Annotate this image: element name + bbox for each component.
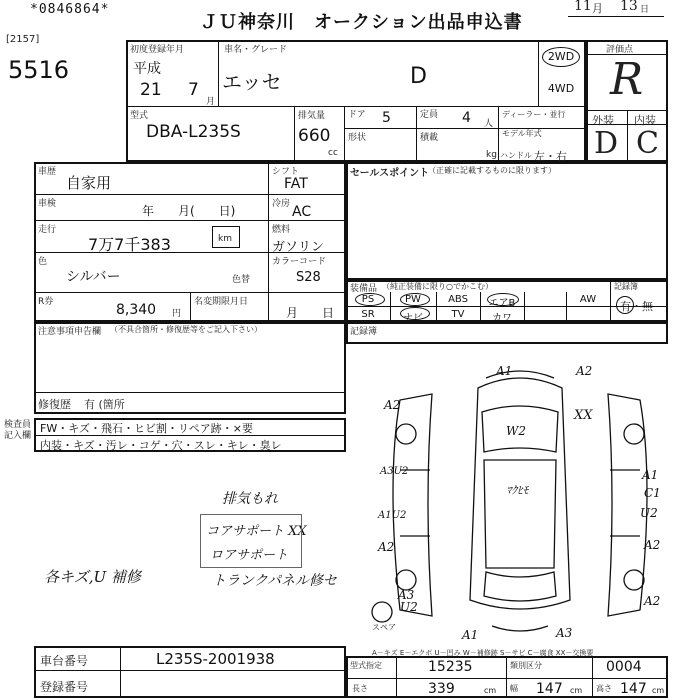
equipment-note: （純正装備に限り○でかこむ） [382, 282, 493, 291]
displacement-unit: cc [328, 148, 338, 158]
remarks-label: 注意事項申告欄 [38, 327, 102, 337]
height: 147 [620, 681, 647, 697]
car-grade: D [410, 64, 427, 89]
handle-label: ハンドル [500, 151, 532, 160]
color-code-label: 色替 [232, 275, 251, 285]
equip-navi: ナビ [403, 313, 423, 324]
equip-leather: カワ [492, 313, 512, 324]
equip-ps: PS [361, 294, 375, 305]
note-center: ﾏｸﾋﾓ [506, 484, 528, 497]
inspection-date: 年 月( 日) [142, 204, 236, 218]
note-a3u2: A3U2 [380, 466, 409, 477]
spec-code-label: 型式指定 [350, 661, 382, 670]
ref-number: [2157] [6, 34, 40, 45]
spec-code: 15235 [428, 659, 473, 675]
dealer-label: ディーラー・並行 [502, 110, 566, 119]
note-c1: C1 [644, 486, 661, 500]
equip-aw: AW [579, 294, 597, 305]
record-box [346, 322, 668, 344]
note-u2-left: U2 [400, 600, 418, 614]
model-year-label: モデル年式 [502, 129, 542, 138]
note-a1-front: A1 [496, 364, 513, 378]
date-day: 13 [620, 0, 638, 14]
score-label: 評価点 [606, 45, 634, 55]
date-month: 11 [574, 0, 592, 14]
category: 0004 [606, 659, 642, 675]
note-exhaust: 排気もれ [222, 491, 278, 507]
sales-points-box [346, 162, 668, 280]
repair-text: 有 (箇所 [84, 398, 125, 411]
length-unit: cm [484, 686, 497, 695]
date-month-unit: 月 [592, 2, 603, 15]
exterior-label: 外装 [592, 114, 614, 127]
model-code: DBA-L235S [146, 122, 241, 142]
color-label: 色 [38, 257, 48, 267]
model-label: 型式 [130, 111, 149, 121]
name-grade-label: 車名・グレード [224, 45, 288, 55]
score: R [610, 54, 644, 105]
capacity-label: 定員 [420, 110, 439, 120]
width: 147 [536, 681, 563, 697]
ac-label: 冷房 [272, 199, 291, 209]
inspector-label: 検査員記入欄 [4, 420, 32, 441]
note-a2-right-rear: A2 [644, 594, 661, 608]
note-xx: XX [574, 408, 593, 423]
usage-label: 車歴 [38, 167, 57, 177]
note-a3-left: A3 [398, 588, 415, 602]
remarks-hint: （不具合箇所・修復歴等をご記入下さい） [110, 325, 262, 334]
sales-points-title: セールスポイント [350, 168, 430, 179]
name-change-date: 月 日 [286, 306, 335, 320]
interior-label: 内装 [634, 114, 656, 127]
lot-number: 5516 [8, 56, 70, 84]
note-trunk: トランクパネル修セ [212, 573, 337, 589]
note-a2-front: A2 [576, 364, 593, 378]
shift: FAT [284, 176, 308, 192]
note-a1u2: A1U2 [378, 510, 407, 521]
note-a1-right: A1 [642, 468, 659, 482]
inspection-record: 有・無 [620, 300, 653, 313]
inspection-record-title: 記録簿 [614, 282, 638, 291]
fuel: ガソリン [272, 240, 325, 255]
date-day-unit: 日 [640, 5, 650, 15]
load-label: 積載 [420, 133, 439, 143]
drive-4wd: 4WD [547, 82, 575, 95]
chassis-label: 車台番号 [40, 654, 89, 668]
equip-sr: SR [361, 309, 375, 320]
height-label: 高さ [596, 684, 612, 693]
note-core-support: コアサポート XX [206, 524, 307, 539]
drive-2wd: 2WD [547, 50, 575, 63]
mileage-unit: km [218, 234, 232, 244]
color-code-title: カラーコード [272, 257, 327, 267]
recycle-fee: 8,340 [116, 302, 157, 318]
recycle-label: R券 [38, 297, 54, 307]
note-a2-right-low: A2 [644, 538, 661, 552]
note-a3-rear: A3 [556, 626, 573, 640]
length-label: 長さ [352, 684, 368, 693]
recycle-unit: 円 [172, 309, 182, 319]
height-unit: cm [652, 686, 665, 695]
spare-label: スペア [372, 623, 396, 632]
mileage-label: 走行 [38, 225, 57, 235]
length: 339 [428, 681, 455, 697]
reg-date-label: 初度登録年月 [130, 45, 185, 55]
note-a2-left: A2 [384, 398, 401, 412]
shape-label: 形状 [348, 133, 367, 143]
sales-points-note: （正確に記載するものに限ります） [428, 166, 556, 175]
chassis-number: L235S-2001938 [156, 650, 275, 668]
page-title: ＪＵ神奈川 オークション出品申込書 [200, 12, 523, 33]
capacity-unit: 人 [484, 119, 494, 129]
inspector-row1: FW・キズ・飛石・ヒビ割・リペア跡・×要 [40, 422, 253, 435]
equip-tv: TV [451, 309, 465, 320]
reg-number-label: 登録番号 [40, 680, 89, 694]
equip-airbag: エアB [488, 298, 516, 309]
inspection-label: 車検 [38, 199, 57, 209]
fuel-label: 燃料 [272, 225, 291, 235]
car-name: エッセ [222, 70, 282, 94]
note-w2: W2 [506, 424, 526, 438]
note-lower-support: ロアサポート [210, 548, 289, 563]
reg-year: 21 [140, 80, 162, 100]
damage-legend: A－キズ E－エクボ U－凹み W－補修跡 S－サビ C－腐食 XX－交換要 [372, 649, 594, 657]
width-unit: cm [570, 686, 583, 695]
vehicle-info-box [126, 40, 586, 162]
note-u2-right: U2 [640, 506, 658, 520]
name-change-label: 名変期限月日 [194, 297, 249, 307]
note-overall: 各キズ,U 補修 [44, 568, 141, 586]
interior-grade: C [636, 126, 659, 161]
doors-label: ドア [348, 110, 366, 120]
reg-month-unit: 月 [206, 97, 216, 107]
handle-options: 左・右 [534, 150, 567, 163]
inspector-row2: 内装・キズ・汚レ・コゲ・穴・スレ・キレ・臭レ [40, 439, 282, 452]
equip-abs: ABS [448, 294, 468, 305]
support-note-box [200, 514, 302, 568]
exterior-grade: D [594, 126, 619, 161]
era: 平成 [133, 61, 161, 77]
capacity: 4 [462, 110, 471, 126]
mileage: 7万7千383 [88, 235, 171, 254]
ac: AC [292, 204, 312, 220]
color-code: S28 [296, 270, 321, 285]
record-box-label: 記録簿 [350, 327, 378, 337]
category-label: 類別区分 [510, 661, 542, 670]
shift-label: シフト [272, 167, 300, 177]
equip-pw: PW [405, 294, 421, 305]
equipment-title: 装備品 [350, 284, 378, 294]
load-unit: kg [486, 150, 497, 160]
barcode-number: *0846864* [30, 2, 110, 17]
displacement-label: 排気量 [298, 111, 326, 121]
reg-month: 7 [188, 80, 199, 100]
usage: 自家用 [66, 174, 112, 192]
note-a2-left-low: A2 [378, 540, 395, 554]
displacement: 660 [298, 126, 331, 146]
note-a1-rear: A1 [462, 628, 479, 642]
width-label: 幅 [510, 684, 518, 693]
repair-label: 修復歴 [38, 398, 71, 411]
color: シルバー [66, 269, 121, 285]
doors: 5 [382, 110, 391, 126]
